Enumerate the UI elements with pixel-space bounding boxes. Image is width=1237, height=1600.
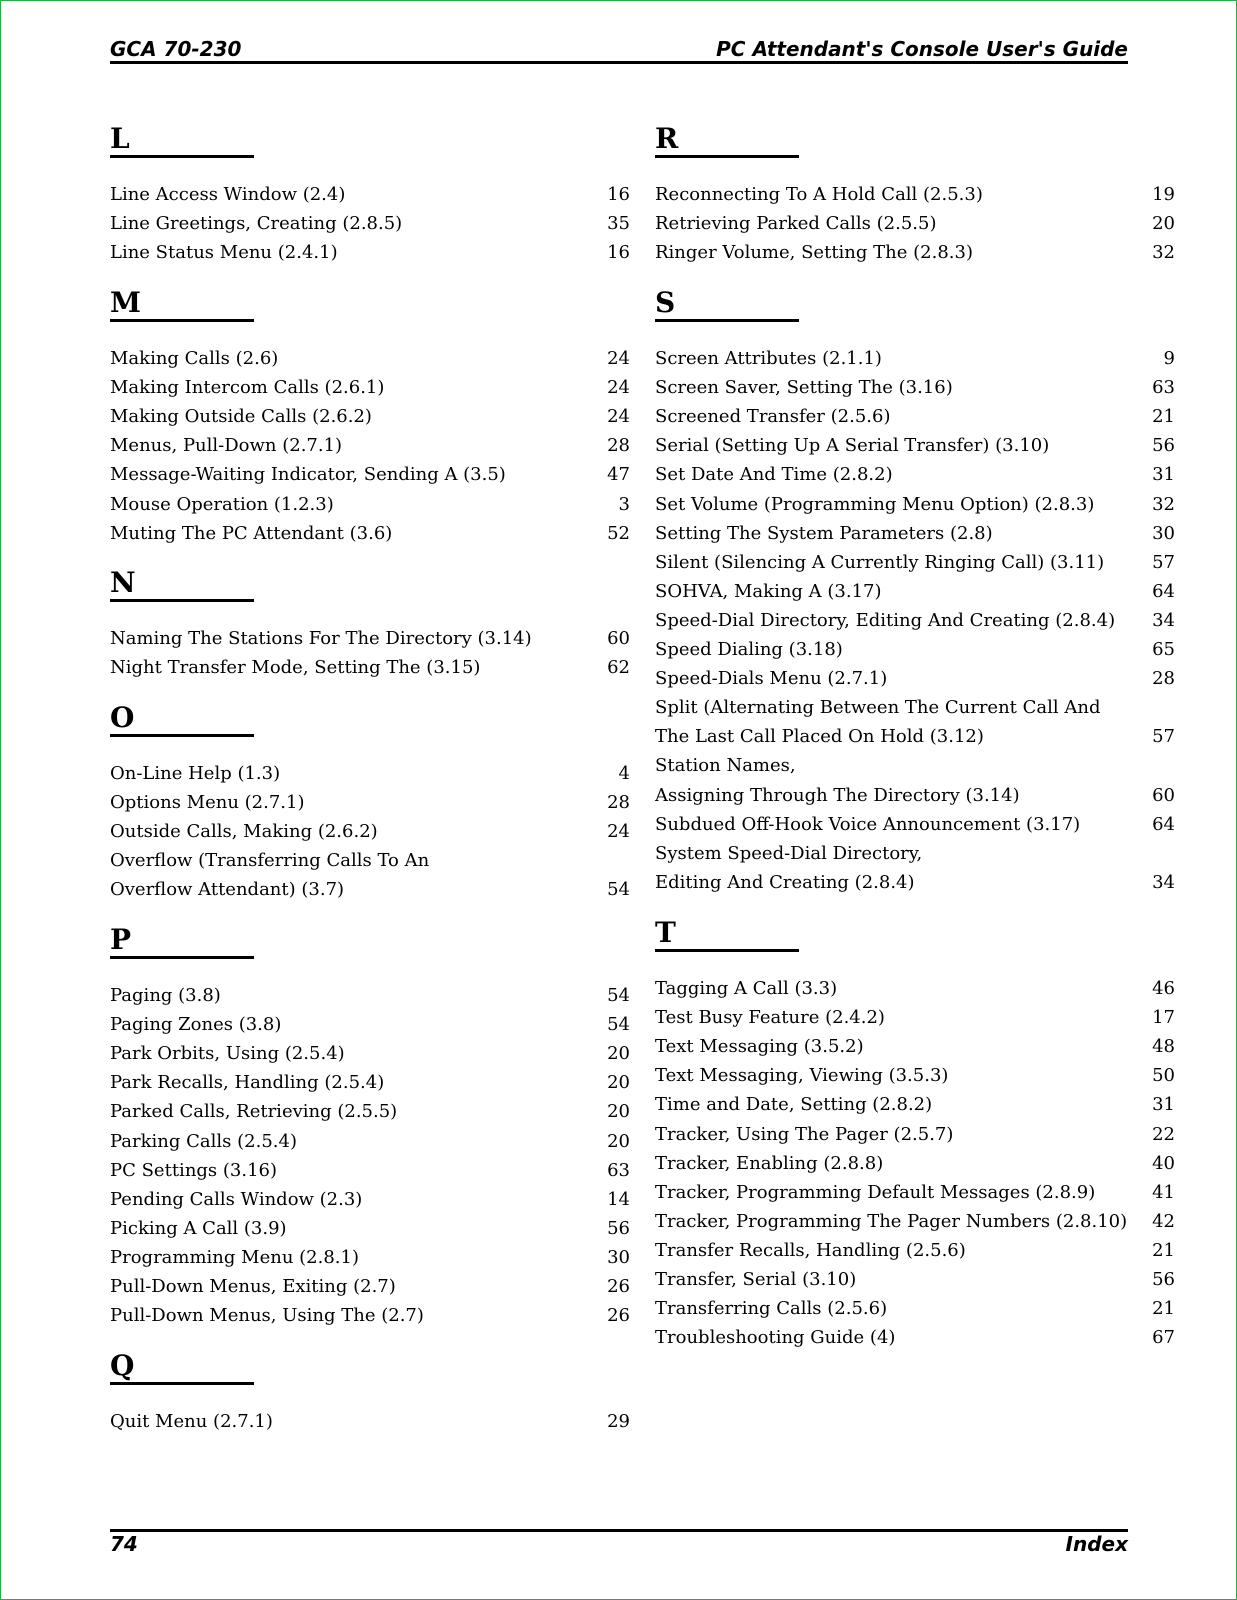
index-entry-page: 30 [607,1246,630,1268]
index-entry-page: 28 [1152,668,1175,690]
index-entry [655,664,1175,693]
index-entry-text: Ringer Volume, Setting The (2.8.3) [655,242,973,264]
index-entry-text: Line Access Window (2.4) [110,184,346,205]
index-entry [655,839,1175,868]
index-entry [110,1068,630,1097]
index-entry [110,759,630,788]
index-entry [655,1003,1175,1032]
header-doc-id: GCA 70-230 [110,37,242,61]
index-entry [655,402,1175,431]
index-entry-page: 30 [1152,522,1175,544]
index-entry-text: Editing And Creating (2.8.4) [655,871,915,893]
index-entry [110,1272,630,1301]
index-entry [110,1127,630,1156]
index-entry-page: 52 [607,522,630,544]
index-entry-page: 28 [607,435,630,457]
index-entry-page: 60 [1152,784,1175,806]
index-entry-text: Muting The PC Attendant (3.6) [110,522,393,544]
index-entry-page: 47 [607,464,630,486]
index-entry [655,1090,1175,1119]
index-entry-text: Assigning Through The Directory (3.14) [655,784,1020,806]
index-entry-text: Silent (Silencing A Currently Ringing Call) (3.11) [655,551,1105,573]
index-entry [655,693,1175,722]
index-entry-page: 54 [607,1014,630,1036]
index-entry-text: Tracker, Enabling (2.8.8) [655,1152,884,1174]
index-letter-m: M [110,286,141,319]
index-entry [655,490,1175,519]
index-entry-text: Text Messaging, Viewing (3.5.3) [655,1065,949,1087]
index-entry-text: On-Line Help (1.3) [110,763,281,784]
index-entry-text: Paging Zones (3.8) [110,1014,282,1036]
index-entry-text: Options Menu (2.7.1) [110,792,305,814]
index-entry-page: 26 [607,1305,630,1327]
index-letter-rule [655,155,799,158]
index-entry-text: Screened Transfer (2.5.6) [655,406,891,428]
index-letter-s: S [655,286,676,319]
index-entry [655,635,1175,664]
index-letter-rule [655,319,799,322]
index-entry-page: 42 [1152,1210,1175,1232]
index-entry-text: Park Recalls, Handling (2.5.4) [110,1072,385,1094]
index-entry-text: Retrieving Parked Calls (2.5.5) [655,213,937,235]
index-letter-p: P [110,923,132,956]
index-entry-page: 9 [1163,348,1175,369]
index-entry [110,1156,630,1185]
index-entry [655,751,1175,780]
index-entry [655,548,1175,577]
index-entry [655,373,1175,402]
index-entry-text: Overflow Attendant) (3.7) [110,879,345,901]
index-entry [655,1236,1175,1265]
index-entry [655,606,1175,635]
index-entry-text: Menus, Pull-Down (2.7.1) [110,435,343,457]
index-entry-page: 17 [1152,1007,1175,1029]
index-entry-text: Screen Attributes (2.1.1) [655,348,882,369]
index-entry-text: Speed-Dial Directory, Editing And Creating (2.8.4) [655,609,1116,631]
index-entry [110,209,630,238]
index-entry [110,1097,630,1126]
index-entry [655,1178,1175,1207]
index-entry-text: Tracker, Programming The Pager Numbers (2.8.10) [655,1210,1128,1232]
index-entry-text: Screen Saver, Setting The (3.16) [655,377,953,399]
index-entry [655,1265,1175,1294]
index-entry-text: Making Calls (2.6) [110,348,279,369]
index-entry-text: Line Status Menu (2.4.1) [110,242,338,264]
index-entry-page: 29 [607,1411,630,1432]
index-entry-page: 67 [1152,1327,1175,1349]
index-entry-text: Park Orbits, Using (2.5.4) [110,1043,345,1065]
index-entry-page: 41 [1152,1181,1175,1203]
index-entry-page: 16 [607,242,630,264]
index-letter-q: Q [110,1349,135,1382]
index-entry-text: SOHVA, Making A (3.17) [655,580,882,602]
index-entry-text: Reconnecting To A Hold Call (2.5.3) [655,184,983,205]
index-entry-text: Quit Menu (2.7.1) [110,1411,273,1432]
index-entry-page: 48 [1152,1036,1175,1058]
index-entry-text: System Speed-Dial Directory, [655,842,923,864]
index-entry-text: Picking A Call (3.9) [110,1217,287,1239]
index-letter-t: T [655,916,676,949]
index-entry-text: Tracker, Programming Default Messages (2.8.9) [655,1181,1096,1203]
header-doc-title: PC Attendant's Console User's Guide [716,37,1128,61]
index-entry-text: Set Volume (Programming Menu Option) (2.8.3) [655,493,1095,515]
index-entry-page: 26 [607,1276,630,1297]
index-entry [110,788,630,817]
index-entry-page: 21 [1152,406,1175,428]
index-entry-text: Transfer Recalls, Handling (2.5.6) [655,1239,966,1261]
index-entry-text: Text Messaging (3.5.2) [655,1036,864,1058]
index-entry-page: 22 [1152,1123,1175,1145]
index-entry-page: 24 [607,377,630,399]
index-entry [655,431,1175,460]
index-entry [655,209,1175,238]
index-letter-rule [110,956,254,959]
index-entry-text: Transferring Calls (2.5.6) [655,1298,888,1320]
index-entry [110,1185,630,1214]
index-entry-page: 56 [1152,1269,1175,1290]
index-entry [655,1032,1175,1061]
index-entry [110,1301,630,1330]
index-entry-page: 16 [607,184,630,205]
footer-page-number: 74 [110,1532,138,1556]
index-letter-r: R [655,122,679,155]
index-entry [655,974,1175,1003]
index-entry-text: Transfer, Serial (3.10) [655,1269,857,1290]
index-entry [655,1294,1175,1323]
index-entry-page: 56 [1152,435,1175,457]
index-entry-page: 50 [1152,1065,1175,1087]
index-entry-page: 24 [607,348,630,369]
index-entry-text: Pull-Down Menus, Using The (2.7) [110,1305,424,1327]
index-entry [655,781,1175,810]
index-letter-l: L [110,122,130,155]
index-entry [110,402,630,431]
index-entry [110,1010,630,1039]
index-entry-page: 31 [1152,464,1175,486]
index-entry-page: 56 [607,1217,630,1239]
index-entry-text: Setting The System Parameters (2.8) [655,522,993,544]
index-entry-page: 65 [1152,639,1175,660]
index-entry-page: 64 [1152,580,1175,602]
index-entry-text: Parked Calls, Retrieving (2.5.5) [110,1101,398,1123]
index-entry-page: 20 [607,1130,630,1152]
index-entry [655,1120,1175,1149]
index-entry [655,868,1175,897]
index-letter-rule [110,599,254,602]
header-rule [110,61,1128,64]
index-entry [110,875,630,904]
index-entry-page: 35 [607,213,630,235]
index-entry [110,460,630,489]
index-entry [110,344,630,373]
index-entry [110,981,630,1010]
index-entry-page: 63 [607,1159,630,1181]
index-entry-page: 21 [1152,1239,1175,1261]
index-entry-page: 32 [1152,493,1175,515]
index-entry-page: 3 [618,493,630,515]
index-entry [655,577,1175,606]
index-entry-text: Tracker, Using The Pager (2.5.7) [655,1123,954,1145]
index-entry-text: Tagging A Call (3.3) [655,978,838,999]
index-entry-page: 63 [1152,377,1175,399]
index-entry-page: 62 [607,657,630,679]
index-entry-page: 64 [1152,813,1175,835]
index-entry [655,460,1175,489]
index-entry [110,817,630,846]
index-entry-text: Pending Calls Window (2.3) [110,1188,363,1210]
index-entry [110,519,630,548]
index-entry [110,624,630,653]
index-entry [655,519,1175,548]
index-entry-page: 20 [607,1072,630,1094]
index-entry [110,653,630,682]
index-letter-o: O [110,701,135,734]
index-entry-text: Station Names, [655,755,796,777]
index-entry-page: 57 [1152,726,1175,748]
index-entry-text: Split (Alternating Between The Current Call And [655,697,1101,719]
index-entry-text: Making Outside Calls (2.6.2) [110,406,372,428]
index-entry-page: 60 [607,628,630,649]
index-entry-page: 46 [1152,978,1175,999]
index-entry [110,431,630,460]
index-entry-page: 24 [607,406,630,428]
index-entry-page: 28 [607,792,630,814]
index-entry-text: Paging (3.8) [110,985,221,1006]
index-entry [110,1243,630,1272]
index-entry-page: 4 [618,763,630,784]
index-entry-text: Message-Waiting Indicator, Sending A (3.5) [110,464,506,486]
index-entry [110,373,630,402]
index-entry [655,1207,1175,1236]
index-entry-text: Serial (Setting Up A Serial Transfer) (3.10) [655,435,1050,457]
index-entry [655,810,1175,839]
index-entry [655,1149,1175,1178]
index-entry-text: Parking Calls (2.5.4) [110,1130,297,1152]
index-entry-page: 14 [607,1188,630,1210]
index-entry-text: Programming Menu (2.8.1) [110,1246,359,1268]
index-entry-page: 34 [1152,871,1175,893]
index-letter-rule [110,1382,254,1385]
index-entry-text: Line Greetings, Creating (2.8.5) [110,213,403,235]
index-entry-page: 54 [607,985,630,1006]
index-entry-text: Overflow (Transferring Calls To An [110,850,430,872]
index-entry-text: Mouse Operation (1.2.3) [110,493,334,515]
index-entry-page: 32 [1152,242,1175,264]
footer-rule [110,1529,1128,1532]
index-entry-text: Naming The Stations For The Directory (3.14) [110,628,532,649]
index-entry-text: Speed-Dials Menu (2.7.1) [655,668,888,690]
index-entry-page: 34 [1152,609,1175,631]
index-entry [110,846,630,875]
index-entry-page: 20 [1152,213,1175,235]
index-entry [110,1407,630,1436]
index-entry [110,1039,630,1068]
index-letter-n: N [110,566,136,599]
index-entry-text: Subdued Off-Hook Voice Announcement (3.17) [655,813,1081,835]
index-entry [110,238,630,267]
index-letter-rule [655,949,799,952]
index-entry-page: 21 [1152,1298,1175,1320]
index-entry-page: 57 [1152,551,1175,573]
index-entry [655,344,1175,373]
index-entry-page: 20 [607,1101,630,1123]
index-entry-text: Night Transfer Mode, Setting The (3.15) [110,657,481,679]
index-entry-page: 24 [607,821,630,843]
index-letter-rule [110,155,254,158]
index-entry-text: The Last Call Placed On Hold (3.12) [655,726,984,748]
index-entry [110,180,630,209]
index-entry-text: Making Intercom Calls (2.6.1) [110,377,385,399]
index-letter-rule [110,734,254,737]
index-entry [110,1214,630,1243]
footer-section-name: Index [1065,1532,1128,1556]
index-entry [655,238,1175,267]
index-entry [655,1323,1175,1352]
index-entry [655,1061,1175,1090]
index-entry-text: Set Date And Time (2.8.2) [655,464,893,486]
index-entry-text: Troubleshooting Guide (4) [655,1327,896,1349]
index-entry [655,722,1175,751]
index-entry-text: Time and Date, Setting (2.8.2) [655,1094,933,1116]
index-entry-page: 19 [1152,184,1175,205]
index-entry-text: Outside Calls, Making (2.6.2) [110,821,378,843]
index-entry-page: 40 [1152,1152,1175,1174]
index-entry-page: 20 [607,1043,630,1065]
index-entry-page: 31 [1152,1094,1175,1116]
index-letter-rule [110,319,254,322]
index-entry-page: 54 [607,879,630,901]
index-entry [110,490,630,519]
index-entry-text: Speed Dialing (3.18) [655,639,843,660]
index-entry-text: Pull-Down Menus, Exiting (2.7) [110,1276,396,1297]
index-entry-text: Test Busy Feature (2.4.2) [655,1007,885,1029]
index-entry-text: PC Settings (3.16) [110,1159,278,1181]
index-entry [655,180,1175,209]
